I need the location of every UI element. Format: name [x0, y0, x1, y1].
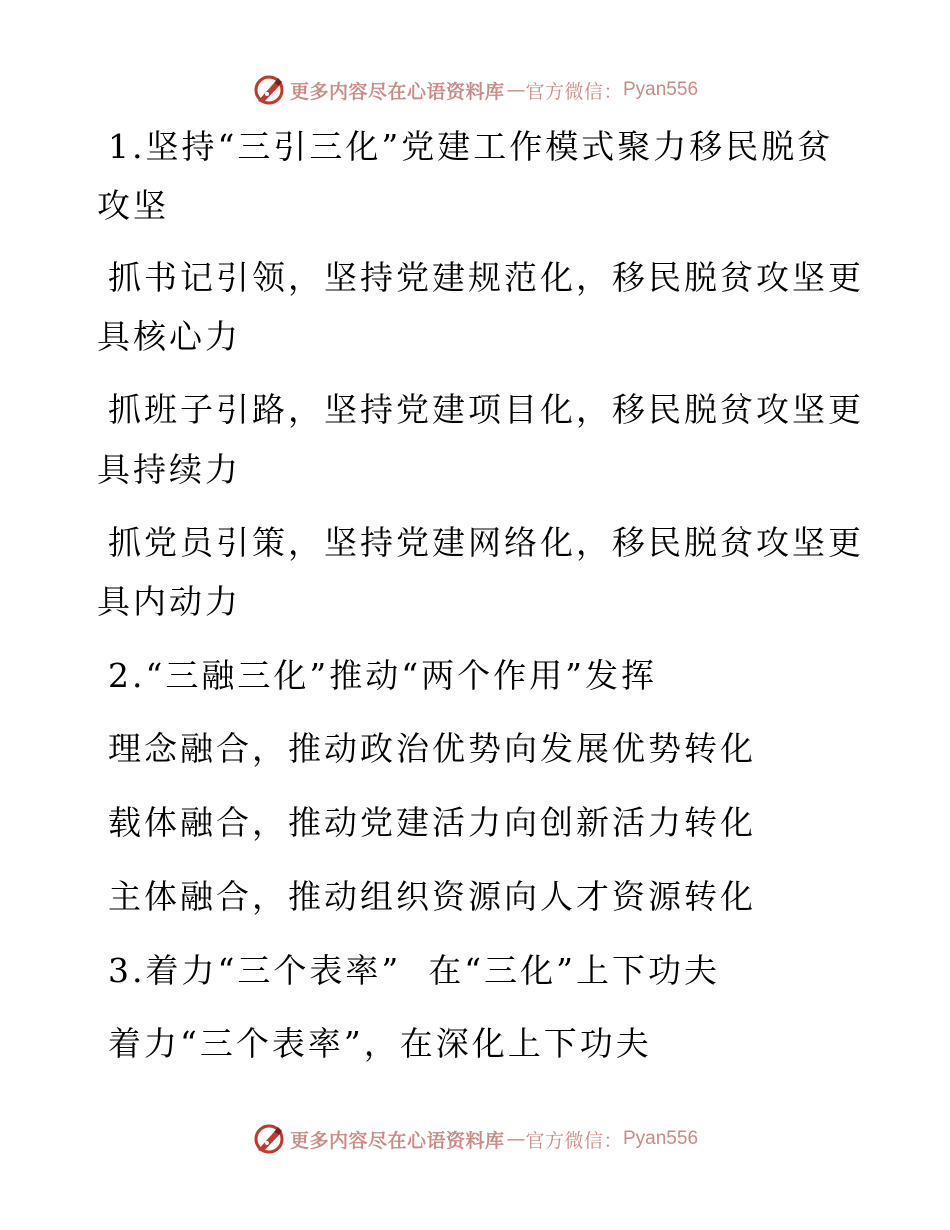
watermark-wechat-id: Pyan556: [623, 1128, 699, 1149]
paragraph-3-line-2: 具内动力: [97, 582, 241, 621]
paragraph-3-line-1: 抓党员引策，坚持党建网络化，移民脱贫攻坚更: [108, 523, 864, 562]
paragraph-7: 着力“三个表率”，在深化上下功夫: [108, 1024, 652, 1063]
footer-watermark: [0, 1119, 950, 1159]
paragraph-1-line-2: 具核心力: [97, 317, 241, 356]
heading-3: 3.着力“三个表率” 在“三化”上下功夫: [108, 951, 720, 990]
watermark-dash: —: [506, 79, 524, 101]
pen-nib-circle-icon: [252, 73, 286, 107]
watermark-wechat-label: 官方微信：: [525, 80, 623, 103]
paragraph-2-line-1: 抓班子引路，坚持党建项目化，移民脱贫攻坚更: [108, 390, 864, 429]
paragraph-4: 理念融合，推动政治优势向发展优势转化: [108, 729, 756, 768]
paragraph-5: 载体融合，推动党建活力向创新活力转化: [108, 803, 756, 842]
paragraph-2-line-2: 具持续力: [97, 450, 241, 489]
watermark-wechat-label: 官方微信：: [525, 1129, 623, 1152]
paragraph-6: 主体融合，推动组织资源向人才资源转化: [108, 877, 756, 916]
watermark-wechat-id: Pyan556: [623, 79, 699, 100]
watermark-dash: —: [506, 1128, 524, 1150]
pen-nib-circle-icon: [252, 1122, 286, 1156]
watermark-brand: 更多内容尽在心语资料库: [289, 80, 505, 103]
heading-2: 2.“三融三化”推动“两个作用”发挥: [108, 656, 657, 695]
watermark-brand: 更多内容尽在心语资料库: [289, 1129, 505, 1152]
paragraph-1-line-1: 抓书记引领，坚持党建规范化，移民脱贫攻坚更: [108, 258, 864, 297]
heading-1-line-2: 攻坚: [97, 186, 169, 225]
heading-1-line-1: 1.坚持“三引三化”党建工作模式聚力移民脱贫: [108, 127, 834, 166]
header-watermark: [0, 70, 950, 110]
